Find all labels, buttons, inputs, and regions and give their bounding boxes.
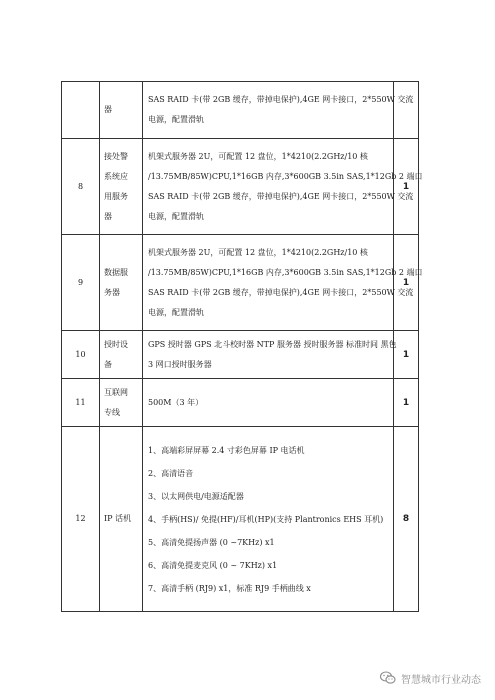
item-spec-line: SAS RAID 卡(带 2GB 缓存，带掉电保护),4GE 网卡接口，2*550W 交流 [148,95,414,104]
item-spec-line: 电源，配置滑轨 [148,307,204,317]
table-row [62,427,419,612]
item-name [100,235,143,331]
item-name [100,331,143,379]
item-spec-line: /13.75MB/85W)CPU,1*16GB 内存,3*600GB 3.5in SAS,1*12Gb 2 端口 [148,171,423,181]
item-name [100,139,143,235]
item-quantity: 8 [394,427,419,612]
table-row [62,379,419,427]
row-index: 10 [62,331,100,379]
item-spec [143,139,423,235]
item-spec-line: 3 网口授时服务器 [148,359,212,369]
watermark [380,669,481,687]
item-name-line: 授时设 [104,339,128,349]
item-spec-line: 机架式服务器 2U，可配置 12 盘位，1*4210(2.2GHz/10 核 [148,247,368,257]
item-spec-line: 4、手柄(HS)/ 免提(HF)/耳机(HP)(支持 Plantronics EHS 耳机) [148,514,384,524]
item-spec [143,427,394,612]
item-name [100,427,143,612]
item-spec [143,331,397,379]
equipment-table [61,81,423,612]
table-row [62,331,419,379]
item-spec-line: SAS RAID 卡(带 2GB 缓存，带掉电保护),4GE 网卡接口，2*550W 交流 [148,287,414,297]
item-quantity [394,82,419,139]
watermark-text: 智慧城市行业动态 [401,674,481,686]
item-spec-line: 500M（3 年） [148,397,204,407]
item-quantity: 1 [394,235,419,331]
table-row [62,235,419,331]
item-spec-line: 机架式服务器 2U，可配置 12 盘位，1*4210(2.2GHz/10 核 [148,151,368,161]
item-spec-line: 3、以太网供电/电源适配器 [148,491,244,501]
item-name-line: 用服务 [104,191,128,201]
item-name [100,379,143,427]
item-name-line: IP 话机 [104,514,132,523]
item-spec [143,82,414,139]
item-quantity: 1 [394,379,419,427]
item-name-line: 备 [104,359,112,369]
row-index: 8 [62,139,100,235]
item-spec-line: 电源，配置滑轨 [148,115,204,124]
table-row [62,82,419,139]
item-quantity: 1 [394,139,419,235]
item-spec-line: 1、高端彩屏屏幕 2.4 寸彩色屏幕 IP 电话机 [148,445,305,455]
row-index: 9 [62,235,100,331]
row-index: 12 [62,427,100,612]
row-index: 11 [62,379,100,427]
item-name-line: 专线 [104,407,120,417]
wechat-icon [380,671,396,685]
item-spec-line: /13.75MB/85W)CPU,1*16GB 内存,3*600GB 3.5in SAS,1*12Gb 2 端口 [148,267,423,277]
item-spec [143,379,394,427]
item-name [100,82,143,139]
item-name-line: 接处警 [104,151,128,161]
item-spec-line: 6、高清免提麦克风 (0 ~ 7KHz) x1 [148,560,278,570]
item-spec-line: 5、高清免提扬声器 (0 ~7KHz) x1 [148,537,275,547]
item-name-line: 数据服 [104,267,128,277]
item-quantity: 1 [394,331,419,379]
item-spec-line: 电源，配置滑轨 [148,211,204,221]
item-spec-line: 7、高清手柄 (RJ9) x1，标准 RJ9 手柄曲线 x [148,583,311,593]
item-spec [143,235,423,331]
item-name-line: 器 [104,211,112,221]
table-row [62,139,419,235]
item-spec-line: SAS RAID 卡(带 2GB 缓存，带掉电保护),4GE 网卡接口，2*550W 交流 [148,191,414,201]
item-spec-line: 2、高清语音 [148,468,194,478]
item-name-line: 务器 [104,287,120,297]
row-index [62,82,100,139]
item-name-line: 器 [104,105,112,114]
item-name-line: 系统应 [104,171,128,181]
item-name-line: 互联网 [104,387,128,397]
item-spec-line: GPS 授时器 GPS 北斗校时器 NTP 服务器 授时服务器 标准时间 黑色 [148,339,397,349]
